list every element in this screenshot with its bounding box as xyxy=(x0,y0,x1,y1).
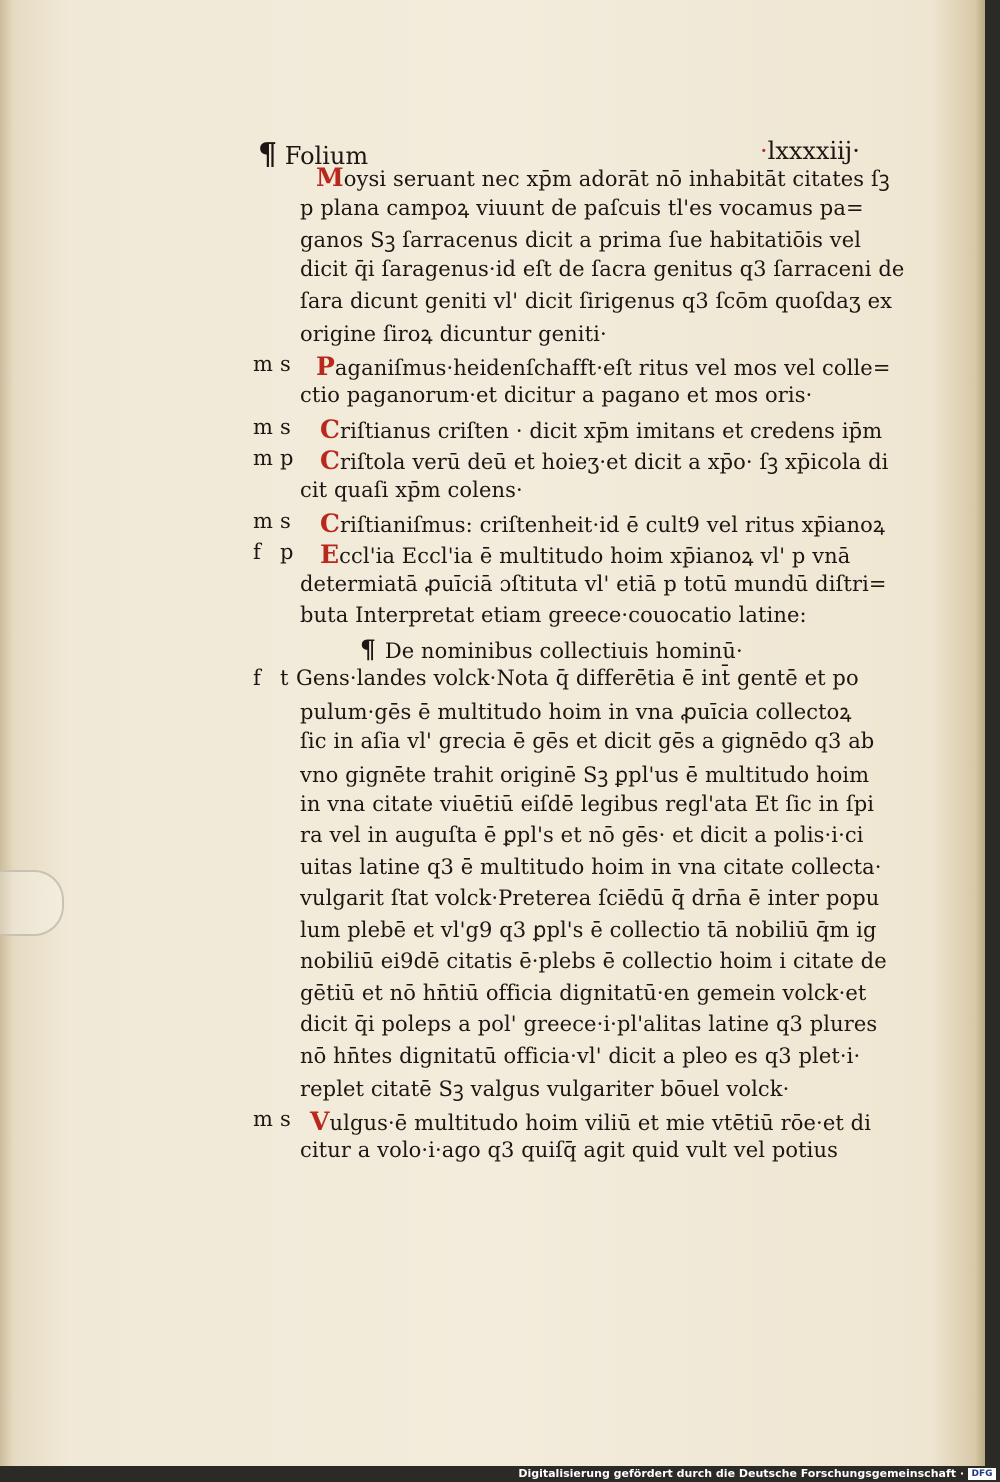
text-line xyxy=(0,603,980,633)
line-text xyxy=(300,289,892,313)
line-text xyxy=(300,792,874,816)
rubricated-initial: C xyxy=(320,446,340,476)
line-text xyxy=(300,949,887,973)
line-text xyxy=(300,698,852,726)
margin-number-mark: p xyxy=(280,446,294,471)
text-line xyxy=(0,415,980,445)
text-line xyxy=(0,635,980,665)
line-body: ſic in aſia vl' grecia ē gēs et dicit gēs a gignēdo q3 ab xyxy=(300,729,875,754)
line-body: Gens·landes volck·Nota q̄ differētia ē int̄ gentē et po xyxy=(296,666,859,691)
line-body: replet citatē Sꝫ valgus vulgariter bōuel volck· xyxy=(300,1077,790,1102)
margin-gender-mark: m xyxy=(253,508,274,533)
line-text xyxy=(300,226,861,254)
margin-gender-mark: m xyxy=(253,351,274,376)
line-text xyxy=(300,257,904,281)
text-line xyxy=(0,761,980,791)
text-line xyxy=(0,1044,980,1074)
line-text xyxy=(300,981,866,1005)
line-text xyxy=(320,540,850,570)
dfg-logo: DFG xyxy=(968,1468,996,1480)
text-line xyxy=(0,289,980,319)
line-body: riſtianiſmus: criſtenheit·id ē cult9 vel ritus xp̄ianoꝝ xyxy=(340,512,886,537)
line-body: ctio paganorum·et dicitur a pagano et mos oris· xyxy=(300,383,813,408)
rubricated-initial: C xyxy=(320,508,340,538)
text-line xyxy=(0,698,980,728)
line-body: ccl'ia Eccl'ia ē multitudo hoim xp̄ianoꝝ vl' p vnā xyxy=(339,544,851,569)
footer-bar xyxy=(0,1466,1000,1482)
line-text xyxy=(300,761,869,789)
footer-credit: Digitalisierung gefördert durch die Deutsche Forschungsgemeinschaft · xyxy=(518,1467,964,1480)
line-body: determiatā ꝓuīciā ɔſtituta vl' etiā p totū mundū diſtri= xyxy=(300,571,887,596)
text-line xyxy=(0,540,980,570)
text-line xyxy=(0,1012,980,1042)
text-line xyxy=(0,855,980,885)
text-line xyxy=(0,163,980,193)
text-line xyxy=(0,729,980,759)
margin-number-mark: s xyxy=(280,508,291,533)
line-text xyxy=(300,918,877,942)
text-line xyxy=(0,1107,980,1137)
folio-number: ·lxxxxiij· xyxy=(760,137,860,165)
line-text xyxy=(316,163,890,193)
line-body: origine ſiroꝝ dicuntur geniti· xyxy=(300,322,607,347)
text-line xyxy=(0,886,980,916)
line-text xyxy=(300,478,523,502)
line-body: oysi seruant nec xp̄m adorāt nō inhabitāt citates ſꝫ xyxy=(343,167,890,191)
line-text xyxy=(300,1044,860,1068)
text-line xyxy=(0,478,980,508)
margin-number-mark: p xyxy=(280,540,294,565)
margin-gender-mark: m xyxy=(253,446,274,471)
line-body: p plana campoꝝ viuunt de paſcuis tl'es vocamus pa= xyxy=(300,196,864,221)
line-body: citur a volo·i·ago q3 quiſq̄ agit quid vult vel potius xyxy=(300,1137,838,1162)
line-body: uitas latine q3 ē multitudo hoim in vna citate collecta· xyxy=(300,854,882,879)
margin-gender-mark: f xyxy=(253,666,261,691)
line-body: nobiliū ei9dē citatis ē·plebs ē collectio hoim i citate de xyxy=(300,949,887,974)
line-text xyxy=(300,855,882,879)
text-line xyxy=(0,320,980,350)
line-text xyxy=(300,729,874,753)
text-line xyxy=(0,1138,980,1168)
line-body: De nominibus collectiuis hominū· xyxy=(384,638,743,663)
line-body: ganos Sꝫ ſarracenus dicit a prima ſue habitatiōis vel xyxy=(300,227,862,252)
line-body: vno gignēte trahit originē Sꝫ ꝑpl'us ē multitudo hoim xyxy=(300,762,870,787)
text-line xyxy=(0,572,980,602)
margin-number-mark: s xyxy=(280,414,291,439)
line-body: gētiū et nō hn̄tiū officia dignitatū·en gemein volck·et xyxy=(300,980,867,1005)
line-body: riſtola verū deū et hoieʒ·et dicit a xp̄o· ſꝫ xp̄icola di xyxy=(340,450,889,475)
line-body: nō hn̄tes dignitatū officia·vl' dicit a pleo es q3 plet·i· xyxy=(300,1043,861,1068)
text-line xyxy=(0,949,980,979)
line-text xyxy=(300,572,887,596)
text-line xyxy=(0,509,980,539)
line-text xyxy=(300,1075,789,1103)
line-body: buta Interpretat etiam greece·couocatio latine: xyxy=(300,603,807,628)
rubricated-initial: E xyxy=(320,540,340,570)
line-body: lum plebē et vl'g9 q3 ꝑpl's ē collectio tā nobiliū q̄m ig xyxy=(300,917,877,942)
pilcrow-mark: ¶ xyxy=(258,137,278,172)
text-line xyxy=(0,918,980,948)
line-body: ra vel in auguſta ē ꝑpl's et nō gēs· et dicit a polis·i·ci xyxy=(300,823,864,848)
line-text xyxy=(320,415,882,444)
line-body: aganiſmus·heidenſchafft·eſt ritus vel mos vel colle= xyxy=(334,355,891,380)
line-body: ſara dicunt geniti vl' dicit ſirigenus q3 ſcōm quoſdaʒ ex xyxy=(300,288,893,313)
text-line xyxy=(0,383,980,413)
margin-gender-mark: m xyxy=(253,414,274,439)
pilcrow-mark: ¶ xyxy=(360,634,385,664)
text-line xyxy=(0,1075,980,1105)
line-body: in vna citate viuētiū eiſdē legibus regl'ata Et ſic in ſpi xyxy=(300,792,875,816)
margin-gender-mark: f xyxy=(253,540,261,565)
text-line xyxy=(0,792,980,822)
line-text xyxy=(300,1012,877,1036)
line-text xyxy=(300,194,864,222)
text-line xyxy=(0,257,980,287)
rubricated-initial: M xyxy=(316,163,344,192)
text-line xyxy=(0,981,980,1011)
line-text xyxy=(300,823,864,847)
line-text xyxy=(320,446,888,476)
line-text xyxy=(296,666,859,690)
folio-number-text: lxxxxiij xyxy=(767,137,853,165)
text-line xyxy=(0,194,980,224)
line-body: riſtianus criſten · dicit xp̄m imitans et credens ip̄m xyxy=(340,418,883,443)
line-body: vulgarit ſtat volck·Preterea ſciēdū q̄ drn̄a ē inter popu xyxy=(300,886,880,911)
line-body: cit quaſi xp̄m colens· xyxy=(300,477,523,502)
line-text xyxy=(300,603,807,627)
text-line xyxy=(0,823,980,853)
rubricated-initial: P xyxy=(316,351,335,381)
margin-number-mark: t xyxy=(280,666,289,691)
text-line xyxy=(0,352,980,382)
line-body: ulgus·ē multitudo hoim viliū et mie vtētiū rōe·et di xyxy=(329,1110,872,1135)
line-text xyxy=(310,1107,871,1136)
line-text xyxy=(300,1138,838,1162)
line-text xyxy=(320,509,885,539)
line-body: dicit q̄i ſaragenus·id eſt de ſacra genitus q3 ſarraceni de xyxy=(300,257,905,282)
folium-label: Folium xyxy=(284,142,369,170)
margin-gender-mark: m xyxy=(253,1106,274,1131)
line-text xyxy=(300,886,879,910)
margin-number-mark: s xyxy=(280,351,291,376)
text-line xyxy=(0,666,980,696)
text-line xyxy=(0,226,980,256)
line-text xyxy=(360,635,743,664)
line-body: pulum·gēs ē multitudo hoim in vna ꝓuīcia collectoꝝ xyxy=(300,699,852,724)
line-text xyxy=(300,383,812,407)
rubricated-initial: C xyxy=(320,414,340,444)
line-body: dicit q̄i poleps a pol' greece·i·pl'alitas latine q3 plures xyxy=(300,1012,878,1037)
line-text xyxy=(300,320,607,348)
text-line xyxy=(0,446,980,476)
margin-number-mark: s xyxy=(280,1106,291,1131)
rubricated-initial: V xyxy=(310,1106,330,1136)
line-text xyxy=(316,352,891,381)
